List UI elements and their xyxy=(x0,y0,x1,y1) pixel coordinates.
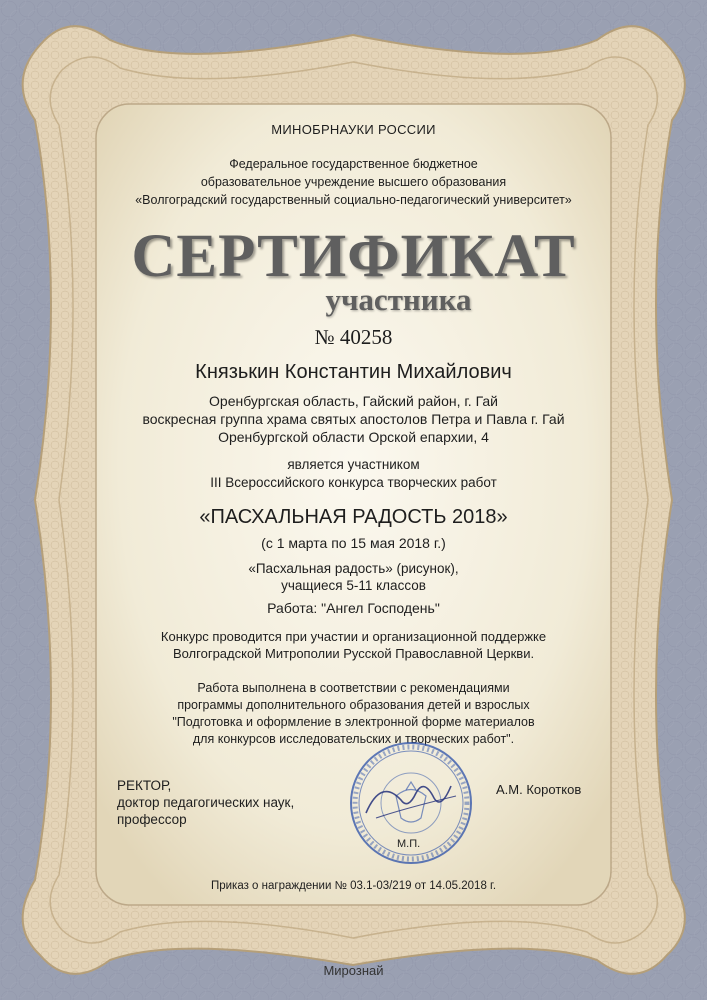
recommendation-line: Работа выполнена в соответствии с рекомендациями xyxy=(197,681,510,695)
award-order: Приказ о награждении № 03.1-03/219 от 14.05.2018 г. xyxy=(210,880,497,892)
signer-name: А.М. Коротков xyxy=(496,782,582,797)
address-line: воскресная группа храма святых апостолов Петра и Павла г. Гай xyxy=(142,411,565,427)
work-title: Работа: "Ангел Господень" xyxy=(267,600,440,616)
contest-name: «ПАСХАЛЬНАЯ РАДОСТЬ 2018» xyxy=(199,506,508,528)
contest-dates: (с 1 марта по 15 мая 2018 г.) xyxy=(261,535,446,551)
certificate-title: СЕРТИФИКАТ xyxy=(131,223,576,290)
brand-watermark: Мирознай xyxy=(323,963,384,978)
rector-line: доктор педагогических наук, xyxy=(117,795,295,810)
certificate-number: № 40258 xyxy=(314,325,393,349)
rector-title xyxy=(117,777,294,828)
stamp-label: М.П. xyxy=(397,838,421,850)
certificate-subtitle: участника xyxy=(325,282,472,317)
ministry-name: МИНОБРНАУКИ РОССИИ xyxy=(271,122,436,137)
university-line: Федеральное государственное бюджетное xyxy=(229,157,478,171)
university-line: «Волгоградский государственный социально-педагогический университет» xyxy=(135,193,572,207)
recommendation-line: для конкурсов исследовательских и творческих работ". xyxy=(192,732,515,746)
nomination-line: «Пасхальная радость» (рисунок), xyxy=(248,561,459,576)
support-line: Конкурс проводится при участии и организационной поддержке xyxy=(160,629,547,644)
recipient-address xyxy=(0,392,707,446)
address-line: Оренбургская область, Гайский район, г. Гай xyxy=(209,393,498,409)
participant-line: III Всероссийского конкурса творческих работ xyxy=(210,475,497,490)
support-statement xyxy=(0,628,707,662)
participant-line: является участником xyxy=(287,457,420,472)
university-name xyxy=(0,155,707,209)
nomination xyxy=(0,560,707,594)
recommendation-line: "Подготовка и оформление в электронной форме материалов xyxy=(172,715,535,729)
participant-statement xyxy=(0,456,707,492)
address-line: Оренбургской области Орской епархии, 4 xyxy=(218,429,489,445)
university-line: образовательное учреждение высшего образования xyxy=(200,175,507,189)
recipient-name: Князькин Константин Михайлович xyxy=(195,361,512,383)
rector-line: РЕКТОР, xyxy=(117,778,172,793)
nomination-line: учащиеся 5-11 классов xyxy=(281,578,426,593)
support-line: Волгоградской Митрополии Русской Православной Церкви. xyxy=(172,646,535,661)
recommendation-line: программы дополнительного образования детей и взрослых xyxy=(177,698,530,712)
rector-line: профессор xyxy=(117,812,187,827)
